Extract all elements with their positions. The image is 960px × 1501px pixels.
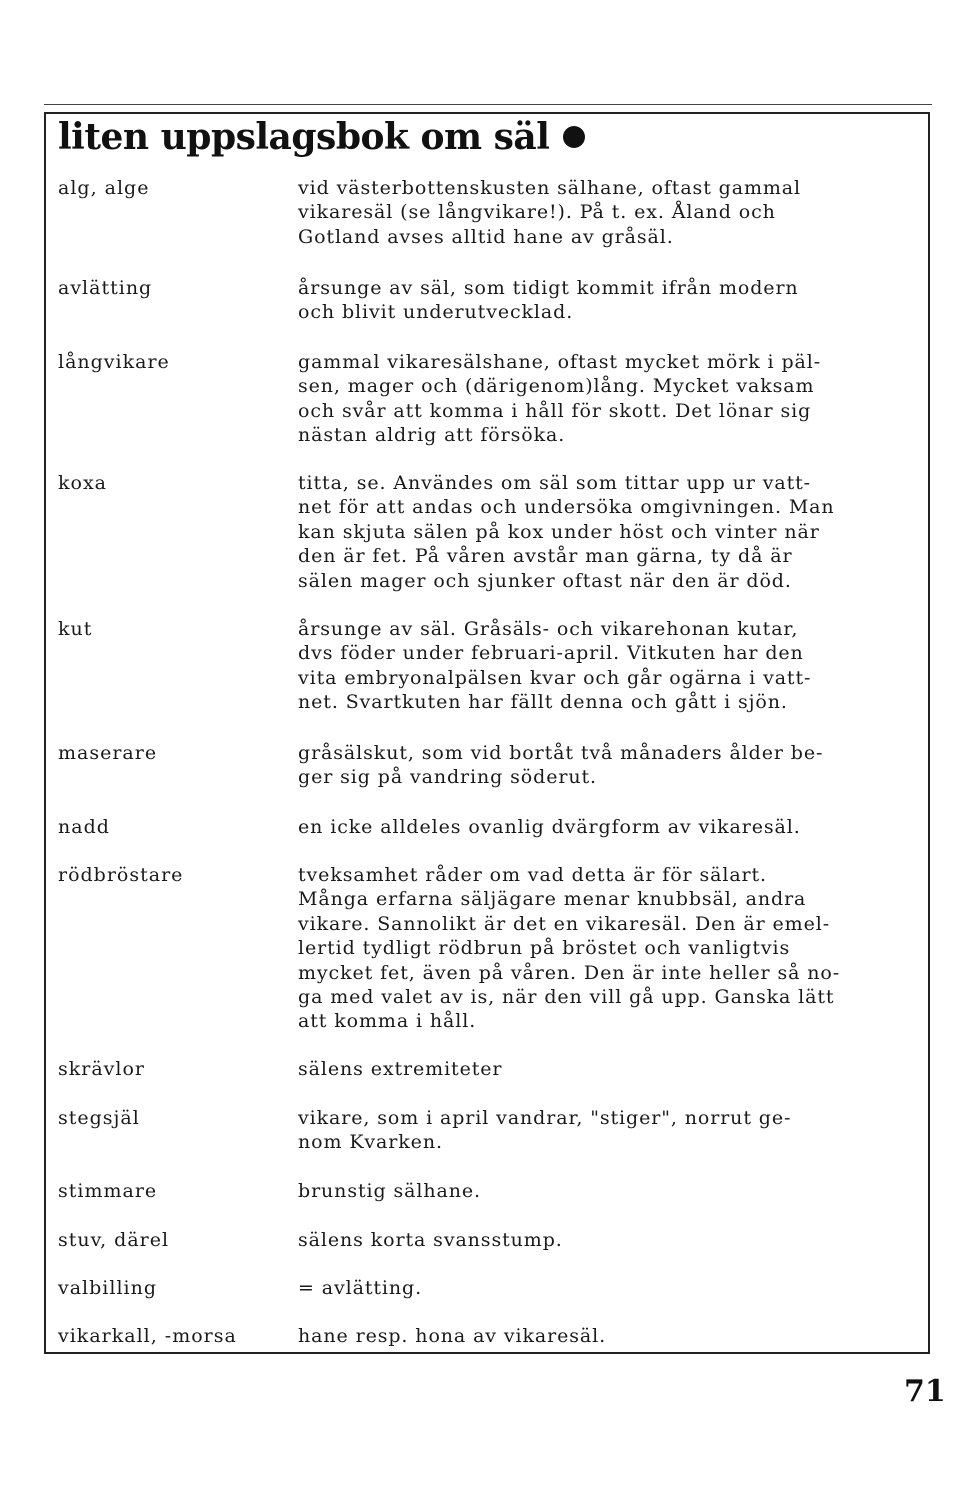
entry-term: skrävlor bbox=[58, 1058, 146, 1080]
definition-line: brunstig sälhane. bbox=[298, 1180, 481, 1202]
definition-line: nästan aldrig att försöka. bbox=[298, 424, 566, 447]
definition-line: sälens extremiteter bbox=[298, 1058, 503, 1080]
definition-line: den är fet. På våren avstår man gärna, ty då är bbox=[298, 545, 793, 568]
definition-line: nom Kvarken. bbox=[298, 1131, 443, 1154]
definition-line: och svår att komma i håll för skott. Det lönar sig bbox=[298, 399, 812, 422]
entry-term: stuv, därel bbox=[58, 1229, 170, 1251]
entry-term: långvikare bbox=[58, 351, 170, 373]
definition-line: Många erfarna säljägare menar knubbsäl, andra bbox=[298, 888, 807, 911]
entry-definition bbox=[298, 863, 918, 1034]
entry-definition bbox=[298, 1276, 918, 1300]
entry-term: maserare bbox=[58, 742, 158, 764]
entry-term: vikarkall, -morsa bbox=[58, 1325, 237, 1347]
definition-line: net. Svartkuten har fällt denna och gått i sjön. bbox=[298, 691, 788, 714]
entry-definition bbox=[298, 815, 918, 839]
definition-line: sälens korta svansstump. bbox=[298, 1229, 563, 1251]
top-rule bbox=[44, 104, 932, 105]
entry-term: koxa bbox=[58, 472, 107, 494]
definition-line: lertid tydligt rödbrun på bröstet och vanligtvis bbox=[298, 937, 791, 960]
entry-term: valbilling bbox=[58, 1277, 158, 1299]
definition-line: sen, mager och (därigenom)lång. Mycket vaksam bbox=[298, 375, 815, 398]
definition-line: årsunge av säl, som tidigt kommit ifrån modern bbox=[298, 277, 799, 299]
definition-line: vikaresäl (se långvikare!). På t. ex. Åland och bbox=[298, 201, 776, 224]
definition-line: ger sig på vandring söderut. bbox=[298, 766, 597, 789]
definition-line: = avlätting. bbox=[298, 1277, 423, 1299]
definition-line: vikare. Sannolikt är det en vikaresäl. Den är emel- bbox=[298, 912, 831, 935]
entry-term: nadd bbox=[58, 816, 110, 838]
page-number: 71 bbox=[904, 1374, 946, 1409]
definition-line: Gotland avses alltid hane av gråsäl. bbox=[298, 225, 674, 248]
entry-definition bbox=[298, 1057, 918, 1081]
title-text: liten uppslagsbok om säl bbox=[58, 116, 550, 158]
definition-line: dvs föder under februari-april. Vitkuten har den bbox=[298, 642, 804, 665]
entry-definition bbox=[298, 276, 918, 325]
definition-line: titta, se. Användes om säl som tittar upp ur vatt- bbox=[298, 472, 811, 494]
entry-definition bbox=[298, 1228, 918, 1252]
definition-line: tveksamhet råder om vad detta är för sälart. bbox=[298, 864, 768, 886]
entry-term: alg, alge bbox=[58, 177, 150, 199]
entry-definition bbox=[298, 1106, 918, 1155]
entry-definition bbox=[298, 1324, 918, 1348]
entry-term: stimmare bbox=[58, 1180, 158, 1202]
entry-term: avlätting bbox=[58, 277, 153, 299]
bullet-icon bbox=[563, 126, 585, 148]
definition-line: att komma i håll. bbox=[298, 1010, 477, 1033]
entry-definition bbox=[298, 350, 918, 448]
entry-definition bbox=[298, 741, 918, 790]
definition-line: mycket fet, även på våren. Den är inte heller så no- bbox=[298, 961, 841, 984]
entry-definition bbox=[298, 176, 918, 249]
definition-line: och blivit underutvecklad. bbox=[298, 301, 574, 324]
entry-definition bbox=[298, 1179, 918, 1203]
definition-line: ga med valet av is, när den vill gå upp. Ganska lätt bbox=[298, 986, 835, 1009]
entry-definition bbox=[298, 471, 918, 593]
entry-definition bbox=[298, 617, 918, 715]
page-title bbox=[58, 116, 585, 158]
definition-line: vita embryonalpälsen kvar och går ogärna i vatt- bbox=[298, 666, 812, 689]
definition-line: hane resp. hona av vikaresäl. bbox=[298, 1325, 607, 1347]
definition-line: sälen mager och sjunker oftast när den är död. bbox=[298, 569, 792, 592]
definition-line: vikare, som i april vandrar, "stiger", norrut ge- bbox=[298, 1107, 792, 1129]
definition-line: gråsälskut, som vid bortåt två månaders ålder be- bbox=[298, 742, 824, 764]
definition-line: årsunge av säl. Gråsäls- och vikarehonan kutar, bbox=[298, 618, 799, 640]
entry-term: kut bbox=[58, 618, 93, 640]
entry-term: stegsjäl bbox=[58, 1107, 140, 1129]
definition-line: kan skjuta sälen på kox under höst och vinter när bbox=[298, 520, 820, 543]
entry-term: rödbröstare bbox=[58, 864, 184, 886]
definition-line: en icke alldeles ovanlig dvärgform av vikaresäl. bbox=[298, 816, 801, 838]
definition-line: net för att andas och undersöka omgivningen. Man bbox=[298, 496, 835, 519]
definition-line: gammal vikaresälshane, oftast mycket mörk i päl- bbox=[298, 351, 822, 373]
definition-line: vid västerbottenskusten sälhane, oftast gammal bbox=[298, 177, 802, 199]
